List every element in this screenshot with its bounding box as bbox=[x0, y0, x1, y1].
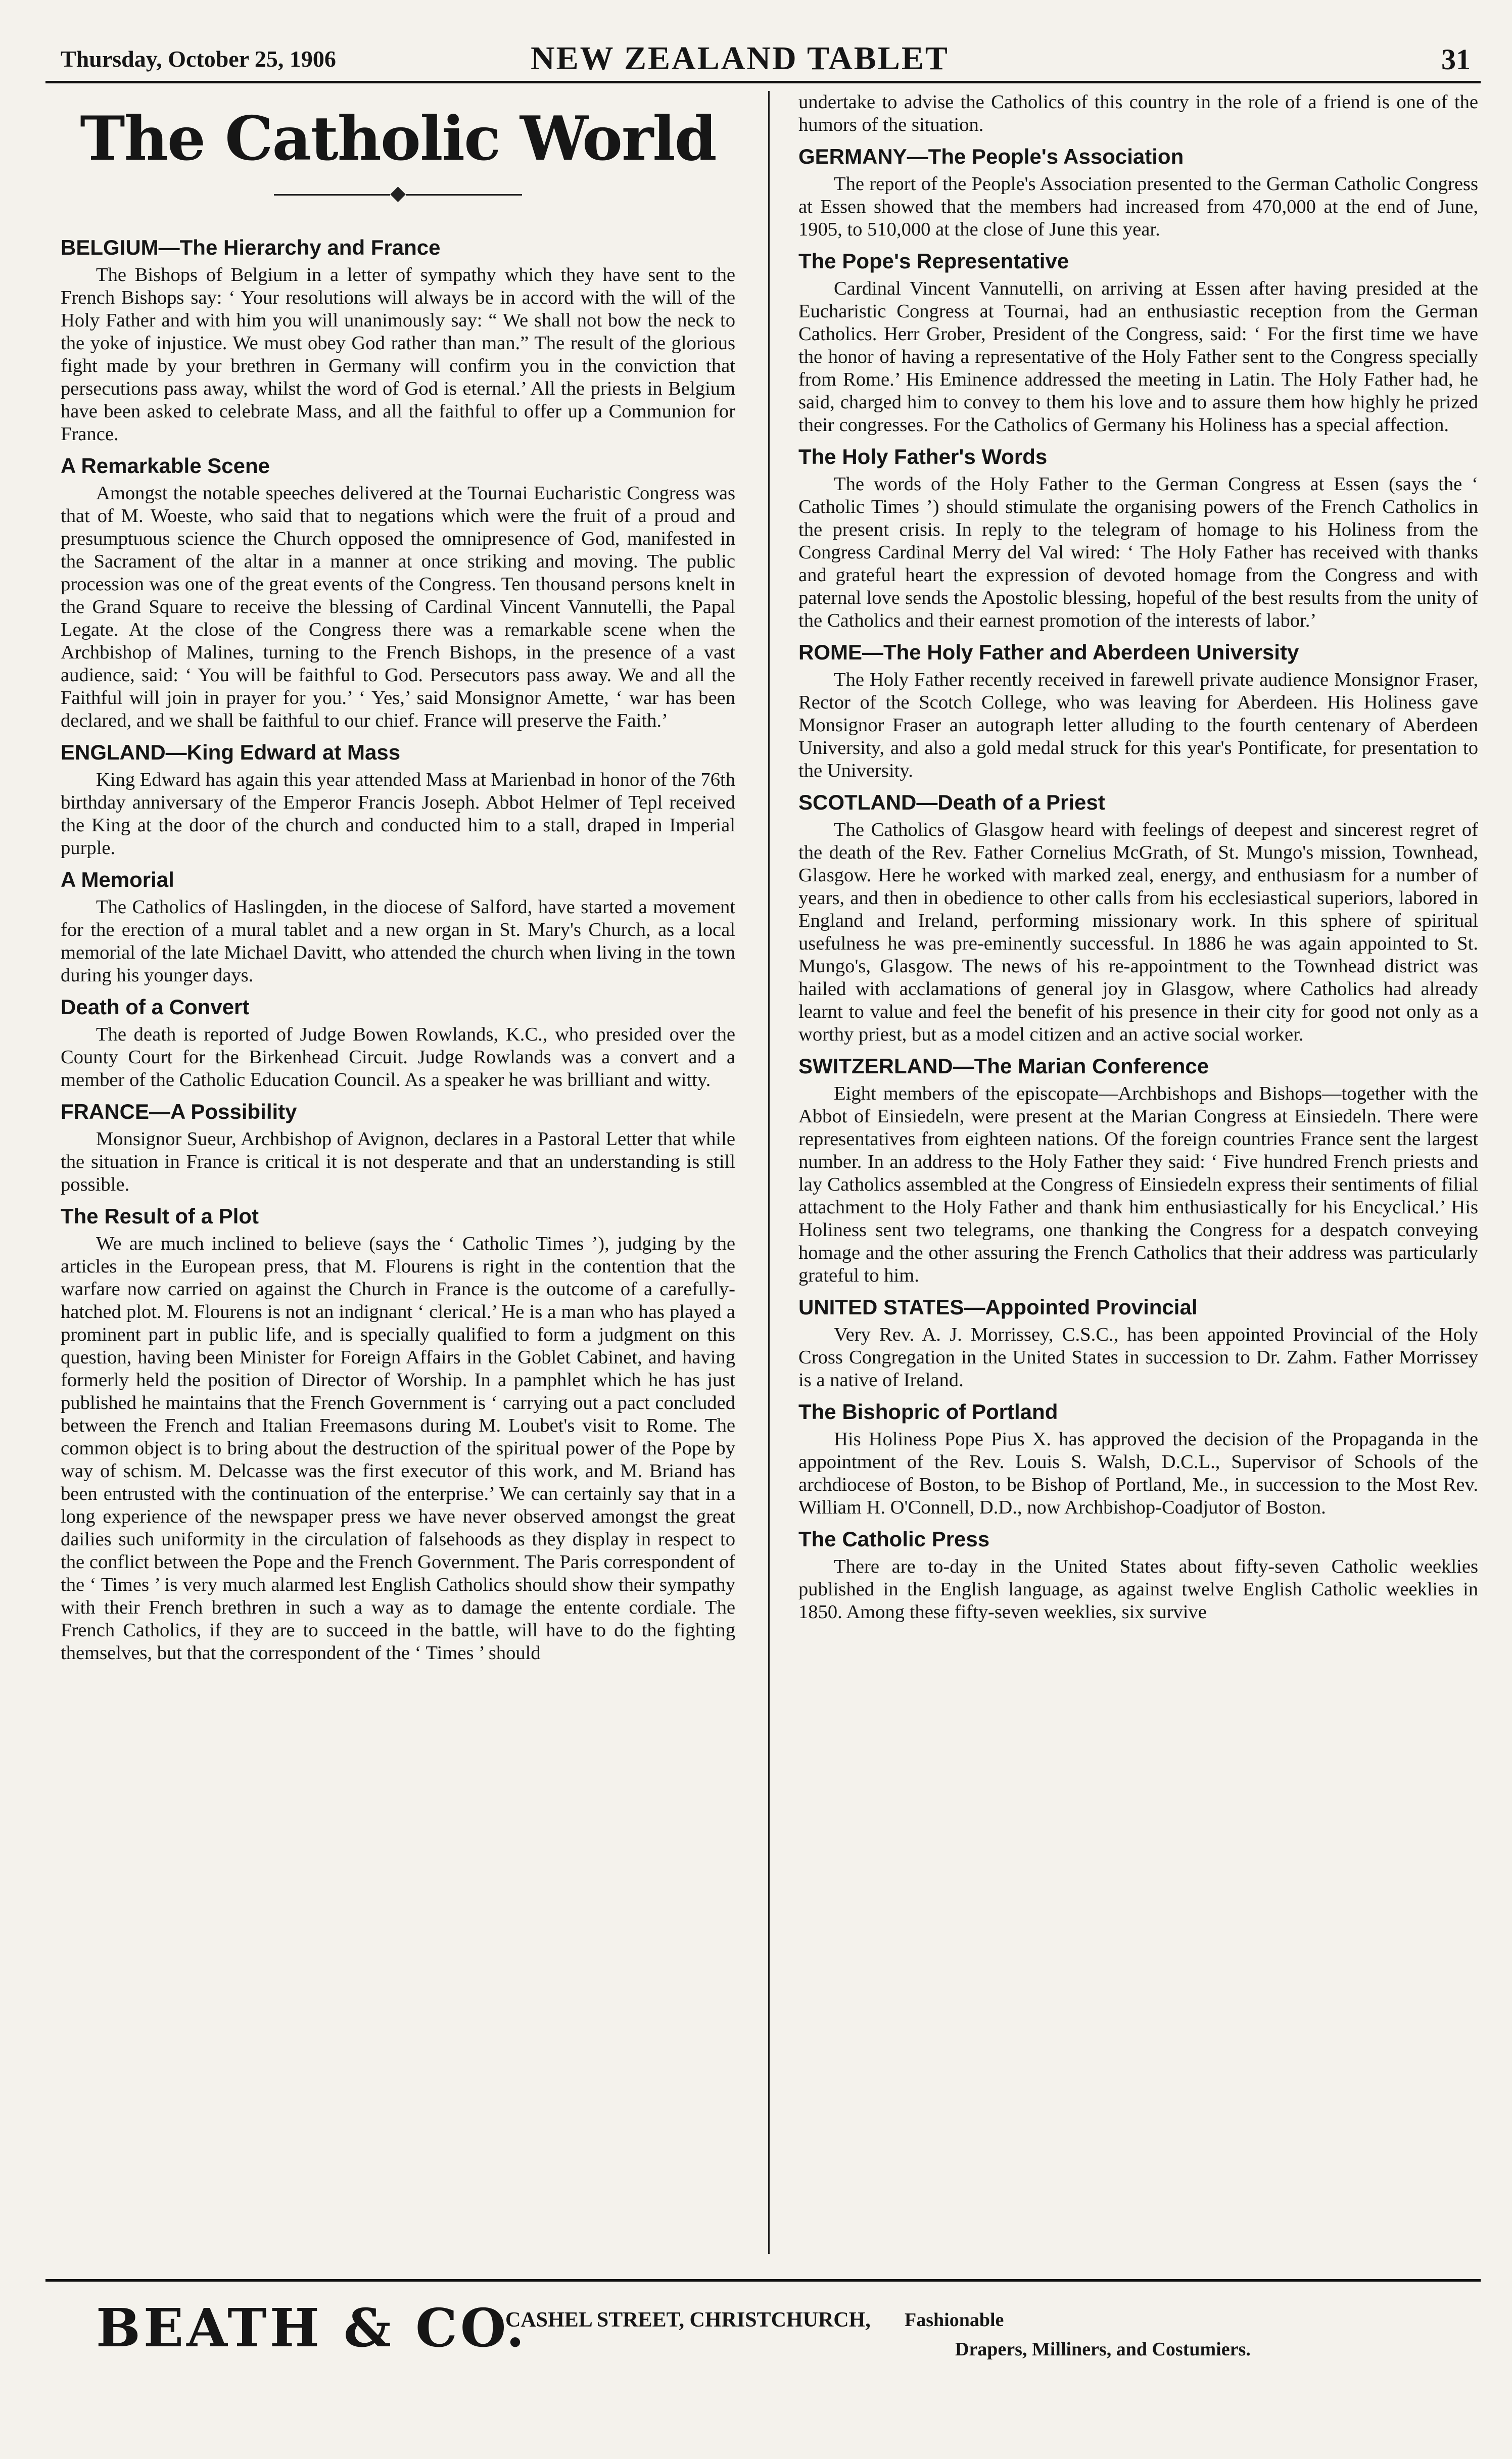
article bbox=[61, 234, 735, 446]
article-paragraph: Amongst the notable speeches delivered at the Tournai Eucharistic Congress was that of M. Woeste, who said that to negations which were the fruit of a proud and presumptuous science the Church opposed the omnipresence of God, manifested in the Sacrament of the altar in a manner at once striking and moving. The public procession was one of the great events of the Congress. Ten thousand persons knelt in the Grand Square to receive the blessing of Cardinal Vincent Vannutelli, the Papal Legate. At the close of the Congress there was a remarkable scene when the Archbishop of Malines, turning to the French Bishops, in the presence of a vast audience, said: ‘ You will be faithful to God. Persecutors pass away. We and all the Faithful will join in prayer for you.’ ‘ Yes,’ said Monsignor Amette, ‘ war has been declared, and we shall be faithful to our chief. France will preserve the Faith.’ bbox=[61, 483, 735, 731]
article bbox=[798, 1294, 1478, 1392]
article-paragraph: The report of the People's Association presented to the German Catholic Congress at Essen showed that the members had increased from 470,000 at the end of June, 1905, to 510,000 at the close of June this year. bbox=[798, 173, 1478, 240]
article-heading: The Holy Father's Words bbox=[798, 445, 1048, 468]
article bbox=[798, 91, 1478, 136]
article bbox=[798, 789, 1478, 1046]
advertiser-tagline-1: Fashionable bbox=[905, 2309, 1004, 2331]
article-heading: The Result of a Plot bbox=[61, 1204, 259, 1228]
issue-date: Thursday, October 25, 1906 bbox=[61, 46, 336, 72]
article bbox=[61, 867, 735, 987]
title-ornament bbox=[61, 182, 735, 204]
article bbox=[798, 444, 1478, 632]
article-heading: ENGLAND—King Edward at Mass bbox=[61, 740, 401, 764]
article-paragraph: The words of the Holy Father to the German Congress at Essen (says the ‘ Catholic Times ’) should stimulate the organising powers of the French Catholics in the present crisis. In reply to the telegram of homage to his Holiness from the Congress Cardinal Merry del Val wired: ‘ The Holy Father has received with thanks and grateful heart the expression of devoted homage from the Congress and with paternal love sends the Apostolic blessing, hopeful of the best results from the unity of the Catholics and their earnest promotion of the interests of labor.’ bbox=[798, 474, 1478, 631]
article bbox=[61, 739, 735, 860]
article-paragraph: Cardinal Vincent Vannutelli, on arriving at Essen after having presided at the Eucharistic Congress at Tournai, had an enthusiastic reception from the German Catholics. Herr Grober, President of the Congress, said: ‘ For the first time we have the honor of having a representative of the Holy Father sent to the Congress specially from Rome.’ His Eminence addressed the meeting in Latin. The Holy Father had, he said, charged him to convey to them his love and to assure them how highly he prized their congresses. For the Catholics of Germany his Holiness has a special affection. bbox=[798, 278, 1478, 436]
article-paragraph: The Catholics of Glasgow heard with feelings of deepest and sincerest regret of the death of the Rev. Father Cornelius McGrath, of St. Mungo's mission, Townhead, Glasgow. Here he worked with marked zeal, energy, and enthusiasm for a number of years, and then in obedience to other calls from his ecclesiastical superiors, labored in England and Ireland, performing missionary work. In this sphere of spiritual usefulness he was pre-eminently successful. In 1886 he was again appointed to St. Mungo's, Glasgow. The news of his re-appointment to the Townhead district was hailed with acclamations of general joy in Glasgow, where Catholics had already learnt to value and feel the benefit of his presence in their city for good not only as a worthy priest, but as a model citizen and an active social worker. bbox=[798, 819, 1478, 1045]
article-paragraph: The Bishops of Belgium in a letter of sympathy which they have sent to the French Bishops say: ‘ Your resolutions will always be in accord with the will of the Holy Father and with him you will unanimously say: “ We shall not bow the neck to the yoke of injustice. We must obey God rather than man.” The result of the glorious fight made by your brethren in Germany will confirm you in the conviction that persecutions pass away, whilst the word of God is eternal.’ All the priests in Belgium have been asked to celebrate Mass, and all the faithful to offer up a Communion for France. bbox=[61, 264, 735, 445]
page-number: 31 bbox=[1441, 43, 1471, 76]
article bbox=[798, 639, 1478, 782]
column-rule bbox=[768, 91, 770, 2254]
advertiser-address: CASHEL STREET, CHRISTCHURCH, bbox=[505, 2308, 871, 2332]
article-paragraph: His Holiness Pope Pius X. has approved the decision of the Propaganda in the appointment of the Rev. Louis S. Walsh, D.C.L., Supervisor of Schools of the archdiocese of Boston, to be Bishop of Portland, Me., in succession to the Most Rev. William H. O'Connell, D.D., now Archbishop-Coadjutor of Boston. bbox=[798, 1429, 1478, 1518]
newspaper-page bbox=[45, 35, 1481, 2441]
section-title: The Catholic World bbox=[80, 103, 716, 174]
article-heading: ROME—The Holy Father and Aberdeen University bbox=[798, 640, 1299, 664]
advertiser-tagline-2: Drapers, Milliners, and Costumiers. bbox=[955, 2339, 1251, 2360]
advertisement-footer bbox=[45, 2279, 1481, 2393]
article bbox=[61, 1099, 735, 1196]
article-paragraph: undertake to advise the Catholics of this country in the role of a friend is one of the humors of the situation. bbox=[798, 91, 1478, 135]
article bbox=[798, 1053, 1478, 1287]
right-articles bbox=[798, 91, 1478, 1624]
article bbox=[61, 994, 735, 1092]
left-articles bbox=[61, 234, 735, 1665]
article-heading: SWITZERLAND—The Marian Conference bbox=[798, 1054, 1209, 1078]
article bbox=[798, 1526, 1478, 1624]
article-heading: The Catholic Press bbox=[798, 1527, 990, 1551]
article-paragraph: King Edward has again this year attended Mass at Marienbad in honor of the 76th birthday anniversary of the Emperor Francis Joseph. Abbot Helmer of Tepl received the King at the door of the church and conducted him to a stall, draped in Imperial purple. bbox=[61, 769, 735, 859]
article-heading: BELGIUM—The Hierarchy and France bbox=[61, 235, 441, 259]
article bbox=[798, 248, 1478, 437]
article-heading: The Bishopric of Portland bbox=[798, 1400, 1058, 1424]
article bbox=[798, 144, 1478, 241]
article-heading: GERMANY—The People's Association bbox=[798, 145, 1184, 168]
article bbox=[798, 1399, 1478, 1519]
article-heading: A Remarkable Scene bbox=[61, 454, 270, 478]
article-heading: FRANCE—A Possibility bbox=[61, 1100, 297, 1123]
left-column bbox=[61, 91, 735, 2254]
article-heading: A Memorial bbox=[61, 868, 174, 891]
article-paragraph: The Catholics of Haslingden, in the diocese of Salford, have started a movement for the erection of a mural tablet and a new organ in St. Mary's Church, as a local memorial of the late Michael Davitt, who attended the church when living in the town during his younger days. bbox=[61, 896, 735, 986]
newspaper-title: NEW ZEALAND TABLET bbox=[531, 40, 949, 77]
article-paragraph: Monsignor Sueur, Archbishop of Avignon, declares in a Pastoral Letter that while the situation in France is critical it is not desperate and that an understanding is still possible. bbox=[61, 1128, 735, 1195]
article-paragraph: The death is reported of Judge Bowen Rowlands, K.C., who presided over the County Court for the Birkenhead Circuit. Judge Rowlands was a convert and a member of the Catholic Education Council. As a speaker he was brilliant and witty. bbox=[61, 1024, 735, 1091]
article-paragraph: We are much inclined to believe (says the ‘ Catholic Times ’), judging by the articles in the European press, that M. Flourens is right in the contention that the warfare now carried on against the Church in France is the outcome of a carefully-hatched plot. M. Flourens is not an indignant ‘ clerical.’ He is a man who has played a prominent part in public life, and is specially qualified to form a judgment on this question, having been Minister for Foreign Affairs in the Goblet Cabinet, and having formerly held the position of Director of Worship. In a pamphlet which he has just published he maintains that the French Government is ‘ carrying out a pact concluded between the French and Italian Freemasons during M. Loubet's visit to Rome. The common object is to bring about the destruction of the spiritual power of the Pope by way of schism. M. Delcasse was the first executor of this work, and M. Briand has been entrusted with the continuation of the enterprise.’ We can certainly say that in a long experience of the newspaper press we have never observed amongst the great dailies such uniformity in the circulation of falsehoods as they display in respect to the conflict between the Pope and the French Government. The Paris correspondent of the ‘ Times ’ is very much alarmed lest English Catholics should show their sympathy with their French brethren in such a way as to damage the entente cordiale. The French Catholics, if they are to succeed in the battle, will have to do the fighting themselves, but that the correspondent of the ‘ Times ’ should bbox=[61, 1233, 735, 1664]
article-paragraph: Eight members of the episcopate—Archbishops and Bishops—together with the Abbot of Einsiedeln, were present at the Marian Congress at Einsiedeln. There were representatives from eighteen nations. Of the foreign countries France sent the largest number. In an address to the Holy Father they said: ‘ Five hundred French priests and lay Catholics assembled at the Congress of Einsiedeln express their sentiments of filial attachment to the Holy Father and thank him enthusiastically for his Encyclical.’ His Holiness sent two telegrams, one thanking the Congress for a despatch conveying homage and the other assuring the French Catholics that their address was particularly grateful to him. bbox=[798, 1083, 1478, 1286]
article-heading: SCOTLAND—Death of a Priest bbox=[798, 790, 1105, 814]
article-paragraph: Very Rev. A. J. Morrissey, C.S.C., has been appointed Provincial of the Holy Cross Congregation in the United States in succession to Dr. Zahm. Father Morrissey is a native of Ireland. bbox=[798, 1324, 1478, 1391]
advertiser-name: BEATH & CO. bbox=[96, 2297, 528, 2359]
masthead bbox=[45, 35, 1481, 83]
article-paragraph: There are to-day in the United States about fifty-seven Catholic weeklies published in the English language, as against twelve English Catholic weeklies in 1850. Among these fifty-seven weeklies, six survive bbox=[798, 1556, 1478, 1623]
article-heading: The Pope's Representative bbox=[798, 249, 1069, 273]
article-heading: UNITED STATES—Appointed Provincial bbox=[798, 1295, 1198, 1319]
right-column bbox=[798, 91, 1478, 2254]
diamond-ornament-icon: ◆ bbox=[390, 181, 406, 204]
article-paragraph: The Holy Father recently received in farewell private audience Monsignor Fraser, Rector of the Scotch College, who was leaving for Aberdeen. His Holiness gave Monsignor Fraser an autograph letter alluding to the fourth centenary of Aberdeen University, and also a gold medal struck for this year's Pontificate, for presentation to the University. bbox=[798, 669, 1478, 781]
article bbox=[61, 453, 735, 732]
article-heading: Death of a Convert bbox=[61, 995, 250, 1019]
article bbox=[61, 1203, 735, 1665]
